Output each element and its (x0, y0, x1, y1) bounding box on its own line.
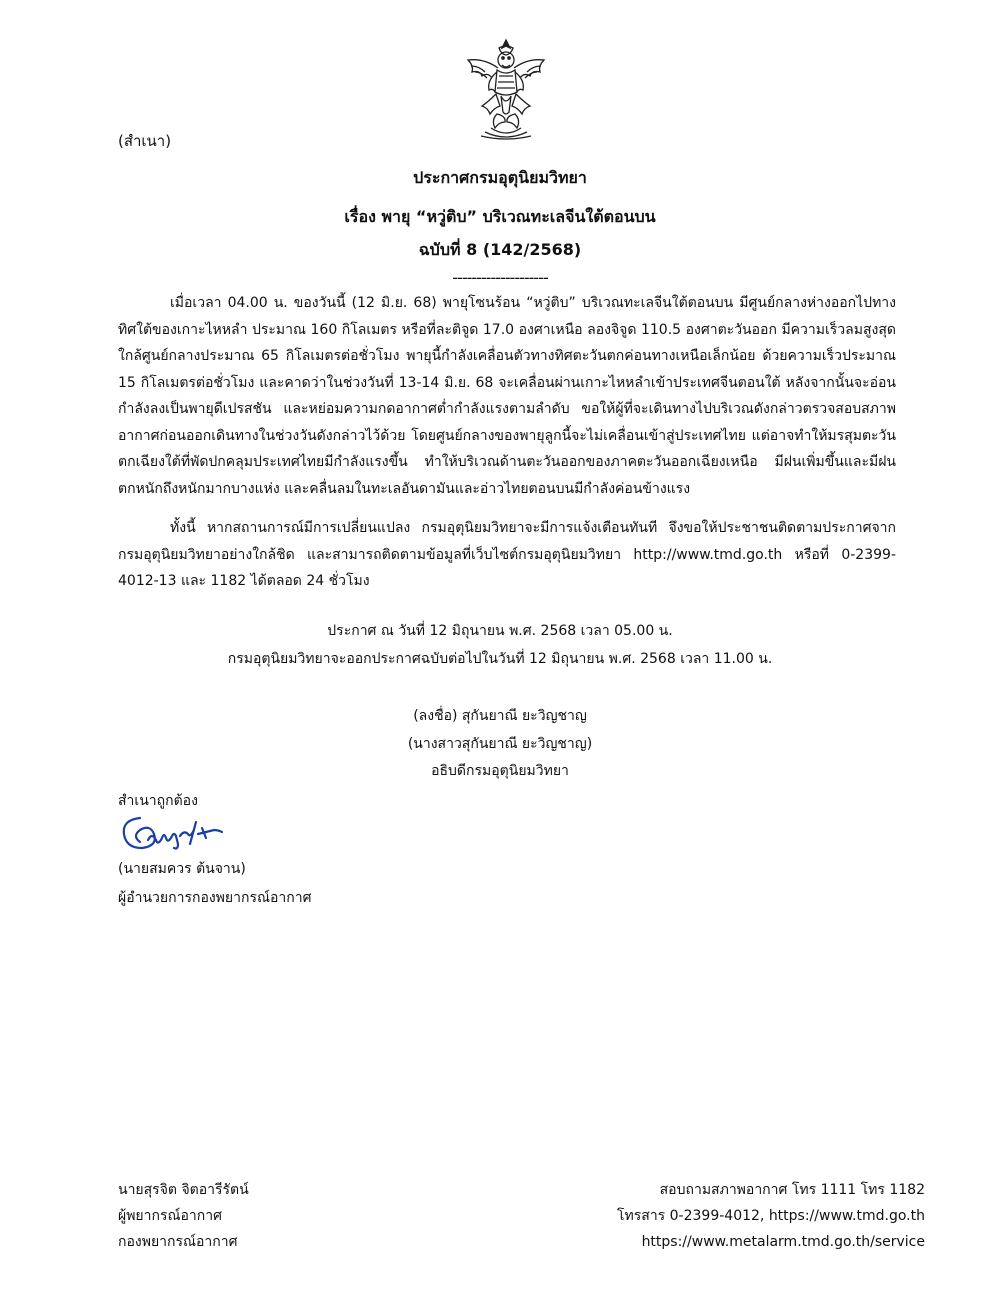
footer-right-line: โทรสาร 0-2399-4012, https://www.tmd.go.th (617, 1208, 925, 1224)
body-paragraph-2: ทั้งนี้ หากสถานการณ์มีการเปลี่ยนแปลง กรมอุตุนิยมวิทยาจะมีการแจ้งเตือนทันที จึงขอให้ประชาชนติดตามประกาศจากกรมอุตุนิยมวิทยาอย่างใกล้ชิด และสามารถติดตามข้อมูลที่เว็บไซต์กรมอุตุนิยมวิทยา http://www.tmd.go.th หรือที่ 0-2399-4012-13 และ 1182 ได้ตลอด 24 ชั่วโมง (118, 520, 896, 589)
certifier-name: (นายสมควร ต้นจาน) (118, 861, 246, 877)
signer-position: อธิบดีกรมอุตุนิยมวิทยา (431, 763, 569, 779)
body-paragraph-1: เมื่อเวลา 04.00 น. ของวันนี้ (12 มิ.ย. 68) พายุโซนร้อน “หวู่ติบ” บริเวณทะเลจีนใต้ตอนบน มีศูนย์กลางห่างออกไปทางทิศใต้ของเกาะไหหลำ ประมาณ 160 กิโลเมตร หรือที่ละติจูด 17.0 องศาเหนือ ลองจิจูด 110.5 องศาตะวันออก มีความเร็วลมสูงสุดใกล้ศูนย์กลางประมาณ 65 กิโลเมตรต่อชั่วโมง พายุนี้กำลังเคลื่อนตัวทางทิศตะวันตกค่อนทางเหนือเล็กน้อย ด้วยความเร็วประมาณ 15 กิโลเมตรต่อชั่วโมง และคาดว่าในช่วงวันที่ 13-14 มิ.ย. 68 จะเคลื่อนผ่านเกาะไหหลำเข้าประเทศจีนตอนใต้ หลังจากนั้นจะอ่อนกำลังลงเป็นพายุดีเปรสชัน และหย่อมความกดอากาศต่ำกำลังแรงตามลำดับ ขอให้ผู้ที่จะเดินทางไปบริเวณดังกล่าวตรวจสอบสภาพอากาศก่อนออกเดินทางในช่วงวันดังกล่าวไว้ด้วย โดยศูนย์กลางของพายุลูกนี้จะไม่เคลื่อนเข้าสู่ประเทศไทย แต่อาจทำให้มรสุมตะวันตกเฉียงใต้ที่พัดปกคลุมประเทศไทยมีกำลังแรงขึ้น ทำให้บริเวณด้านตะวันออกของภาคตะวันออกเฉียงเหนือ มีฝนเพิ่มขึ้นและมีฝนตกหนักถึงหนักมากบางแห่ง และคลื่นลมในทะเลอันดามันและอ่าวไทยตอนบนมีกำลังค่อนข้างแรง (118, 295, 896, 497)
garuda-emblem-icon (461, 36, 551, 140)
next-issue-notice: กรมอุตุนิยมวิทยาจะออกประกาศฉบับต่อไปในวันที่ 12 มิถุนายน พ.ศ. 2568 เวลา 11.00 น. (227, 651, 773, 667)
certified-copy-label: สำเนาถูกต้อง (118, 793, 198, 809)
footer-left-line: กองพยากรณ์อากาศ (118, 1234, 238, 1250)
footer-contact (617, 1177, 925, 1255)
certifier-position: ผู้อำนวยการกองพยากรณ์อากาศ (118, 890, 312, 906)
announce-date: ประกาศ ณ วันที่ 12 มิถุนายน พ.ศ. 2568 เวลา 05.00 น. (327, 623, 673, 639)
footer-left-line: นายสุรจิต จิตอารีรัตน์ (118, 1182, 249, 1198)
signed-line: (ลงชื่อ) สุกันยาณี ยะวิญชาญ (413, 708, 587, 724)
footer-forecaster (118, 1177, 249, 1255)
issue-number: ฉบับที่ 8 (142/2568) (418, 240, 582, 259)
separator-line: -------------------- (452, 268, 548, 287)
handwritten-signature-icon (118, 810, 228, 854)
signer-name: (นางสาวสุกันยาณี ยะวิญชาญ) (407, 736, 593, 752)
document-title: ประกาศกรมอุตุนิยมวิทยา (413, 168, 587, 187)
copy-mark: (สำเนา) (118, 132, 172, 150)
footer-right-line: สอบถามสภาพอากาศ โทร 1111 โทร 1182 (659, 1182, 925, 1198)
footer-left-line: ผู้พยากรณ์อากาศ (118, 1208, 222, 1224)
footer-right-line: https://www.metalarm.tmd.go.th/service (641, 1234, 925, 1250)
document-subject: เรื่อง พายุ “หวู่ติบ” บริเวณทะเลจีนใต้ตอนบน (344, 207, 656, 226)
